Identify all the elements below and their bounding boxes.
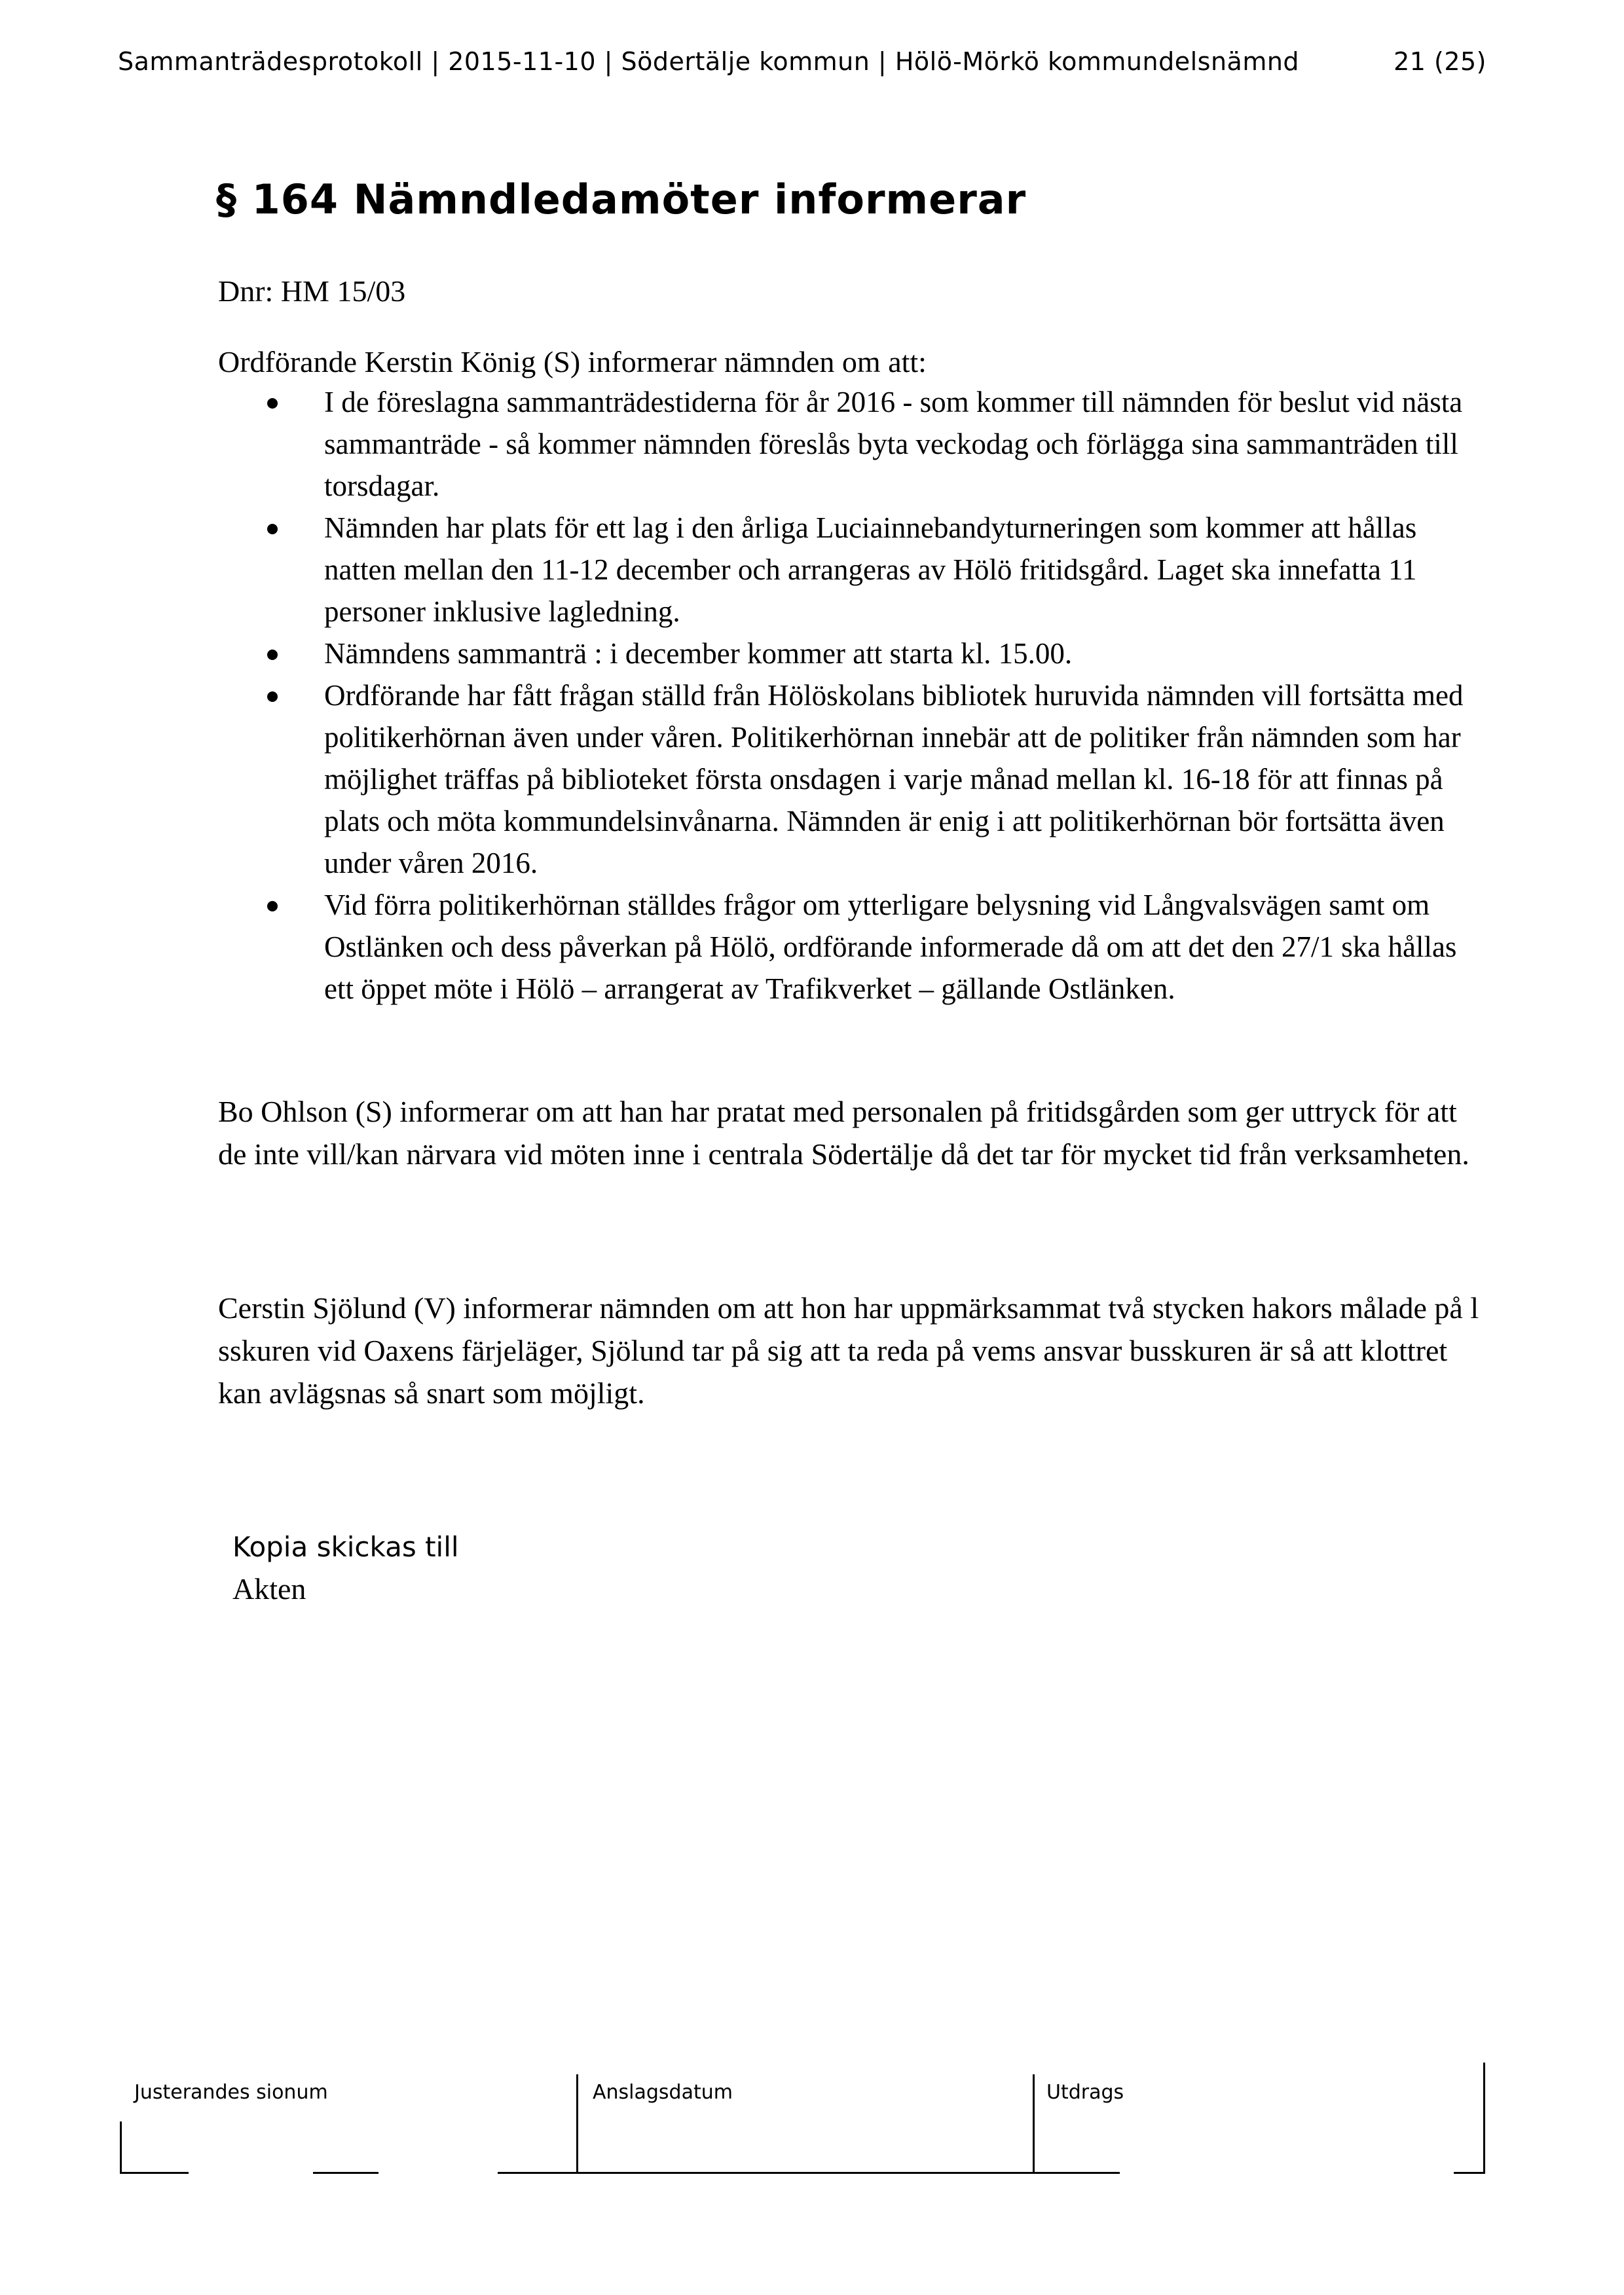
list-item <box>262 884 1480 1010</box>
list-item-text: Nämnden har plats för ett lag i den årliga Luciainnebandyturneringen som kommer att hållas natten mellan den 11-12 december och arrangeras av Hölö fritidsgård. Laget ska innefatta 11 personer inklusive lagledning. <box>324 511 1417 628</box>
list-item-text: Vid förra politikerhörnan ställdes frågor om ytterligare belysning vid Långvalsvägen samt om Ostlänken och dess påverkan på Hölö, ordförande informerade då om att det den 27/1 ska hållas ett öppet möte i Hölö – arrangerat av Trafikverket – gällande Ostlänken. <box>324 889 1457 1005</box>
bullet-icon <box>267 650 278 660</box>
footer-divider <box>576 2074 578 2174</box>
footer-bottom-line <box>498 2172 1120 2174</box>
list-item <box>262 633 1480 674</box>
announcement-date-label: Anslagsdatum <box>593 2081 733 2104</box>
footer-signature-line <box>120 2172 189 2174</box>
signature-label: Justerandes sionum <box>134 2081 328 2104</box>
page-number: 21 (25) <box>1393 47 1486 76</box>
footer-divider <box>1033 2074 1035 2174</box>
list-item-text: Ordförande har fått frågan ställd från Hölöskolans bibliotek huruvida nämnden vill fortsätta med politikerhörnan även under våren. Politikerhörnan innebär att de politiker från nämnden som har möjlighet träffas på biblioteket första onsdagen i varje månad mellan kl. 16-18 för att finnas på plats och möta kommundelsinvånarna. Nämnden är enig i att politikerhörnan bör fortsätta även under våren 2016. <box>324 679 1464 879</box>
intro-paragraph: Ordförande Kerstin König (S) informerar nämnden om att: <box>218 345 927 378</box>
footer-right-border <box>1483 2063 1485 2174</box>
list-item-text: I de föreslagna sammanträdestiderna för år 2016 - som kommer till nämnden för beslut vid nästa sammanträde - så kommer nämnden föreslås byta veckodag och förlägga sina sammanträden till torsdagar. <box>324 386 1463 502</box>
list-item <box>262 674 1480 884</box>
copy-to-label: Kopia skickas till <box>232 1531 459 1563</box>
header-title: Sammanträdesprotokoll | 2015-11-10 | Södertälje kommun | Hölö-Mörkö kommundelsnämnd <box>118 47 1300 76</box>
extract-label: Utdrags <box>1046 2081 1124 2104</box>
paragraph-bo-ohlson: Bo Ohlson (S) informerar om att han har pratat med personalen på fritidsgården som ger uttryck för att de inte vill/kan närvara vid möten inne i centrala Södertälje då det tar för mycket tid från verksamheten. <box>218 1095 1469 1171</box>
paragraph-cerstin-sjolund: Cerstin Sjölund (V) informerar nämnden om att hon har uppmärksammat två stycken hakors målade på l sskuren vid Oaxens färjeläger, Sjölund tar på sig att ta reda på vems ansvar busskuren är så att klottret kan avlägsnas så snart som möjligt. <box>218 1291 1479 1410</box>
list-item-text: Nämndens sammanträ : i december kommer att starta kl. 15.00. <box>324 637 1073 670</box>
bullet-icon <box>267 524 278 534</box>
bullet-icon <box>267 691 278 702</box>
footer-signature-line <box>313 2172 378 2174</box>
list-item <box>262 507 1480 633</box>
section-heading: § 164 Nämndledamöter informerar <box>216 175 1027 223</box>
copy-to-value: Akten <box>232 1572 306 1606</box>
bullet-icon <box>267 398 278 409</box>
footer-left-border <box>120 2121 122 2174</box>
information-list <box>262 381 1480 1010</box>
page-header <box>118 47 1486 76</box>
bullet-icon <box>267 901 278 911</box>
diary-number: Dnr: HM 15/03 <box>218 274 406 308</box>
footer-corner-line <box>1454 2172 1485 2174</box>
list-item <box>262 381 1480 507</box>
